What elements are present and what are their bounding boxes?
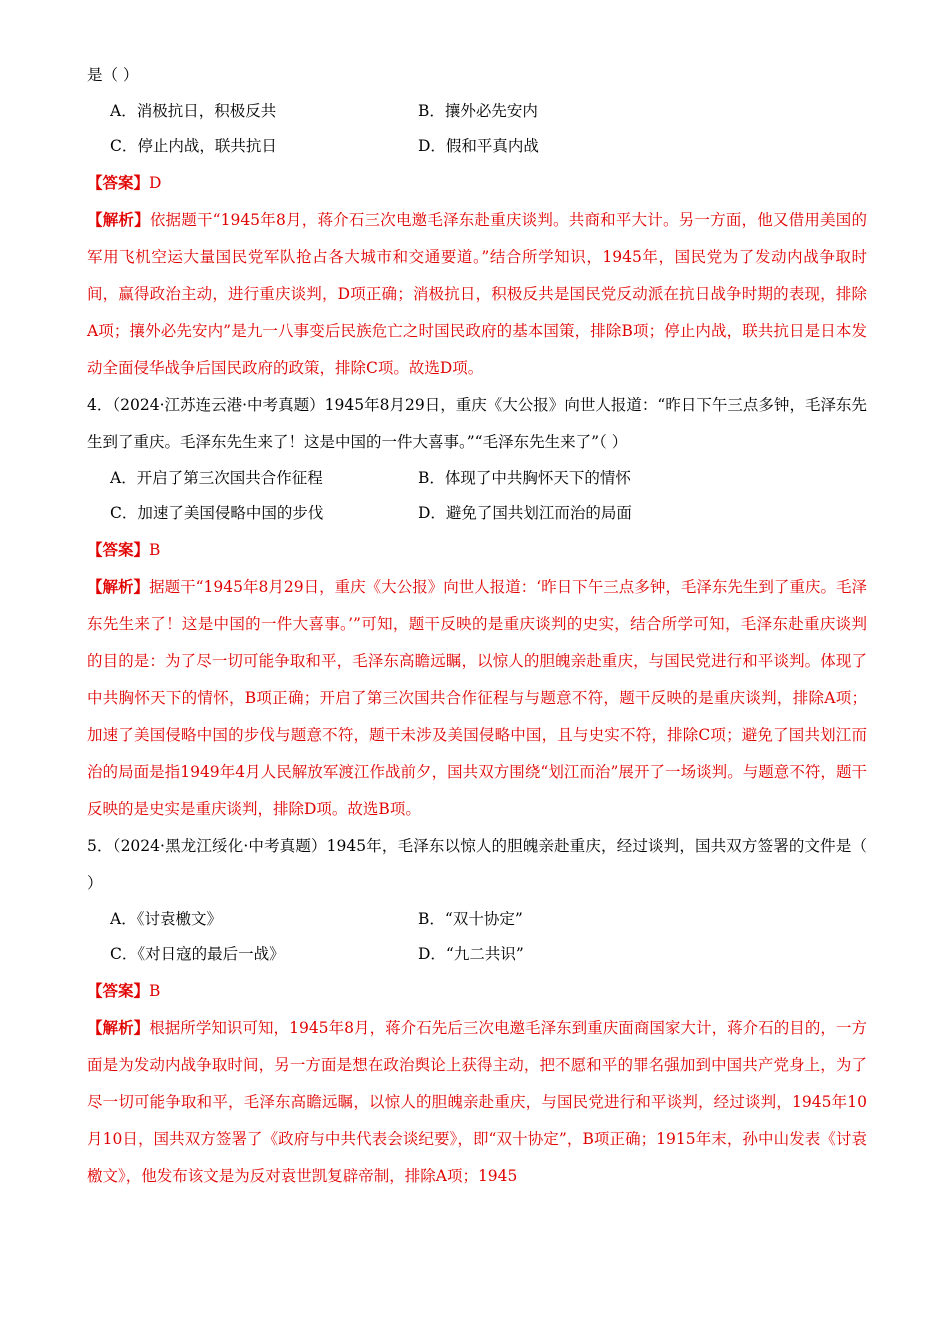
q5-stem: 5．（2024·黑龙江绥化·中考真题）1945年，毛泽东以惊人的胆魄亲赴重庆，经过谈判，国共双方签署的文件是（ ）	[87, 837, 867, 892]
q5-option-d: D．“九二共识”	[418, 945, 524, 963]
answer-label: 【答案】	[87, 173, 150, 192]
analysis-label: 【解析】	[87, 1018, 150, 1037]
q3-option-d: D．假和平真内战	[418, 137, 539, 155]
q5-options	[87, 902, 867, 972]
q3-answer	[87, 164, 867, 201]
answer-value: B	[149, 982, 161, 1000]
q4-analysis	[87, 568, 867, 828]
answer-value: B	[149, 541, 161, 559]
q3-option-c: C．停止内战，联共抗日	[110, 137, 277, 155]
answer-label: 【答案】	[87, 981, 150, 1000]
q4-option-b: B．体现了中共胸怀天下的情怀	[418, 469, 631, 487]
analysis-text: 根据所学知识可知，1945年8月，蒋介石先后三次电邀毛泽东到重庆面商国家大计，蒋介石的目的，一方面是为发动内战争取时间，另一方面是想在政治舆论上获得主动，把不愿和平的罪名强加到中国共产党身上，为了尽一切可能争取和平，毛泽东高瞻远瞩，以惊人的胆魄亲赴重庆，与国民党进行和平谈判，经过谈判，1945年10月10日，国共双方签署了《政府与中共代表会谈纪要》，即“双十协定”，B项正确；1915年末，孙中山发表《讨袁檄文》，他发布该文是为反对袁世凯复辟帝制，排除A项；1945	[87, 1019, 867, 1185]
q4-stem: 4．（2024·江苏连云港·中考真题）1945年8月29日，重庆《大公报》向世人报道：“昨日下午三点多钟，毛泽东先生到了重庆。毛泽东先生来了！这是中国的一件大喜事。”“毛泽东先生来了”（ ）	[87, 396, 867, 451]
answer-value: D	[149, 174, 162, 192]
q3-stem-tail: 是（ ）	[87, 66, 139, 84]
analysis-label: 【解析】	[87, 577, 150, 596]
q3-analysis	[87, 201, 867, 387]
q5-analysis	[87, 1009, 867, 1195]
q5-answer	[87, 972, 867, 1009]
analysis-text: 依据题干“1945年8月，蒋介石三次电邀毛泽东赴重庆谈判。共商和平大计。另一方面，他又借用美国的军用飞机空运大量国民党军队抢占各大城市和交通要道。”结合所学知识，1945年，国民党为了发动内战争取时间，赢得政治主动，进行重庆谈判，D项正确；消极抗日，积极反共是国民党反动派在抗日战争时期的表现，排除A项；攘外必先安内”是九一八事变后民族危亡之时国民政府的基本国策，排除B项；停止内战，联共抗日是日本发动全面侵华战争后国民政府的政策，排除C项。故选D项。	[87, 211, 867, 377]
q3-option-b: B．攘外必先安内	[418, 102, 538, 120]
q3-option-a: A．消极抗日，积极反共	[110, 102, 277, 120]
answer-label: 【答案】	[87, 540, 150, 559]
q4-option-a: A．开启了第三次国共合作征程	[110, 469, 323, 487]
analysis-text: 据题干“1945年8月29日，重庆《大公报》向世人报道：‘昨日下午三点多钟，毛泽东先生到了重庆。毛泽东先生来了！这是中国的一件大喜事。’”可知，题干反映的是重庆谈判的史实，结合所学可知，毛泽东赴重庆谈判的目的是：为了尽一切可能争取和平，毛泽东高瞻远瞩，以惊人的胆魄亲赴重庆，与国民党进行和平谈判。体现了中共胸怀天下的情怀，B项正确；开启了第三次国共合作征程与与题意不符，题干反映的是重庆谈判，排除A项；加速了美国侵略中国的步伐与题意不符，题干未涉及美国侵略中国，且与史实不符，排除C项；避免了国共划江而治的局面是指1949年4月人民解放军渡江作战前夕，国共双方围绕“划江而治”展开了一场谈判。与题意不符，题干反映的是史实是重庆谈判，排除D项。故选B项。	[87, 578, 867, 818]
q4-option-c: C．加速了美国侵略中国的步伐	[110, 504, 324, 522]
document-page	[87, 57, 867, 1195]
q3-options	[87, 94, 867, 164]
q4-answer	[87, 531, 867, 568]
q5-option-b: B．“双十协定”	[418, 910, 523, 928]
q4-options	[87, 461, 867, 531]
q5-option-a: A．《讨袁檄文》	[110, 910, 222, 928]
q4-option-d: D．避免了国共划江而治的局面	[418, 504, 632, 522]
analysis-label: 【解析】	[87, 210, 150, 229]
q5-option-c: C．《对日寇的最后一战》	[110, 945, 285, 963]
